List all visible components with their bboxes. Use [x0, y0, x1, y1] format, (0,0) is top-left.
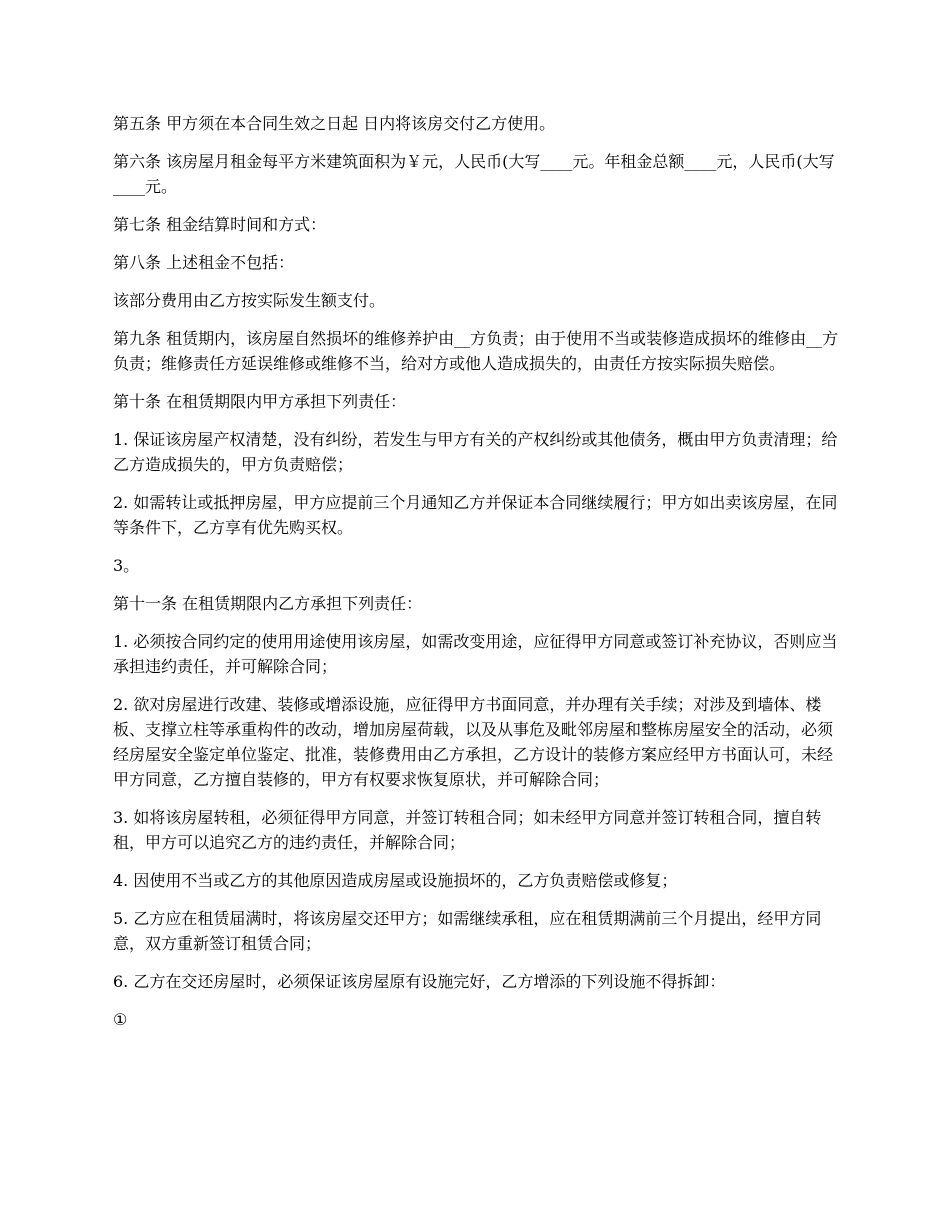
clause-7: 第七条 租金结算时间和方式：: [113, 215, 327, 234]
clause-11-item-4: 4. 因使用不当或乙方的其他原因造成房屋或设施损坏的，乙方负责赔偿或修复；: [113, 871, 678, 890]
clause-10-item-1: 1. 保证该房屋产权清楚，没有纠纷，若发生与甲方有关的产权纠纷或其他债务，概由甲方负责清理；给乙方造成损失的，甲方负责赔偿；: [113, 430, 838, 474]
clause-10-item-2: 2. 如需转让或抵押房屋，甲方应提前三个月通知乙方并保证本合同继续履行；甲方如出卖该房屋，在同等条件下，乙方享有优先购买权。: [113, 493, 838, 537]
clause-11-item-6: 6. 乙方在交还房屋时，必须保证该房屋原有设施完好，乙方增添的下列设施不得拆卸：: [113, 972, 726, 991]
clause-10-item-3: 3。: [113, 556, 140, 575]
facility-list-item-1: ①: [113, 1010, 128, 1029]
clause-8-note: 该部分费用由乙方按实际发生额支付。: [113, 291, 386, 310]
document-page: [113, 111, 841, 1045]
clause-11-item-2: 2. 欲对房屋进行改建、装修或增添设施，应征得甲方书面同意，并办理有关手续；对涉及到墙体、楼板、支撑立柱等承重构件的改动，增加房屋荷载，以及从事危及毗邻房屋和整栋房屋安全的活动，必须经房屋安全鉴定单位鉴定、批准，装修费用由乙方承担，乙方设计的装修方案应经甲方书面认可，未经甲方同意，乙方擅自装修的，甲方有权要求恢复原状，并可解除合同；: [113, 695, 834, 789]
clause-9: 第九条 租赁期内，该房屋自然损坏的维修养护由__方负责；由于使用不当或装修造成损坏的维修由__方负责；维修责任方延误维修或维修不当，给对方或他人造成损失的，由责任方按实际损失赔偿。: [113, 329, 839, 373]
clause-11-item-1: 1. 必须按合同约定的使用用途使用该房屋，如需改变用途，应征得甲方同意或签订补充协议，否则应当承担违约责任，并可解除合同；: [113, 632, 838, 676]
clause-5: 第五条 甲方须在本合同生效之日起 日内将该房交付乙方使用。: [113, 114, 556, 133]
clause-10: 第十条 在租赁期限内甲方承担下列责任：: [113, 392, 407, 411]
clause-11-item-5: 5. 乙方应在租赁届满时，将该房屋交还甲方；如需继续承租，应在租赁期满前三个月提出，经甲方同意，双方重新签订租赁合同；: [113, 909, 822, 953]
clause-11-item-3: 3. 如将该房屋转租，必须征得甲方同意，并签订转租合同；如未经甲方同意并签订转租合同，擅自转租，甲方可以追究乙方的违约责任，并解除合同；: [113, 808, 822, 852]
clause-8: 第八条 上述租金不包括：: [113, 253, 295, 272]
clause-11: 第十一条 在租赁期限内乙方承担下列责任：: [113, 594, 423, 613]
clause-6: 第六条 该房屋月租金每平方米建筑面积为￥元，人民币(大写____元。年租金总额____元，人民币(大写____元。: [113, 152, 835, 196]
